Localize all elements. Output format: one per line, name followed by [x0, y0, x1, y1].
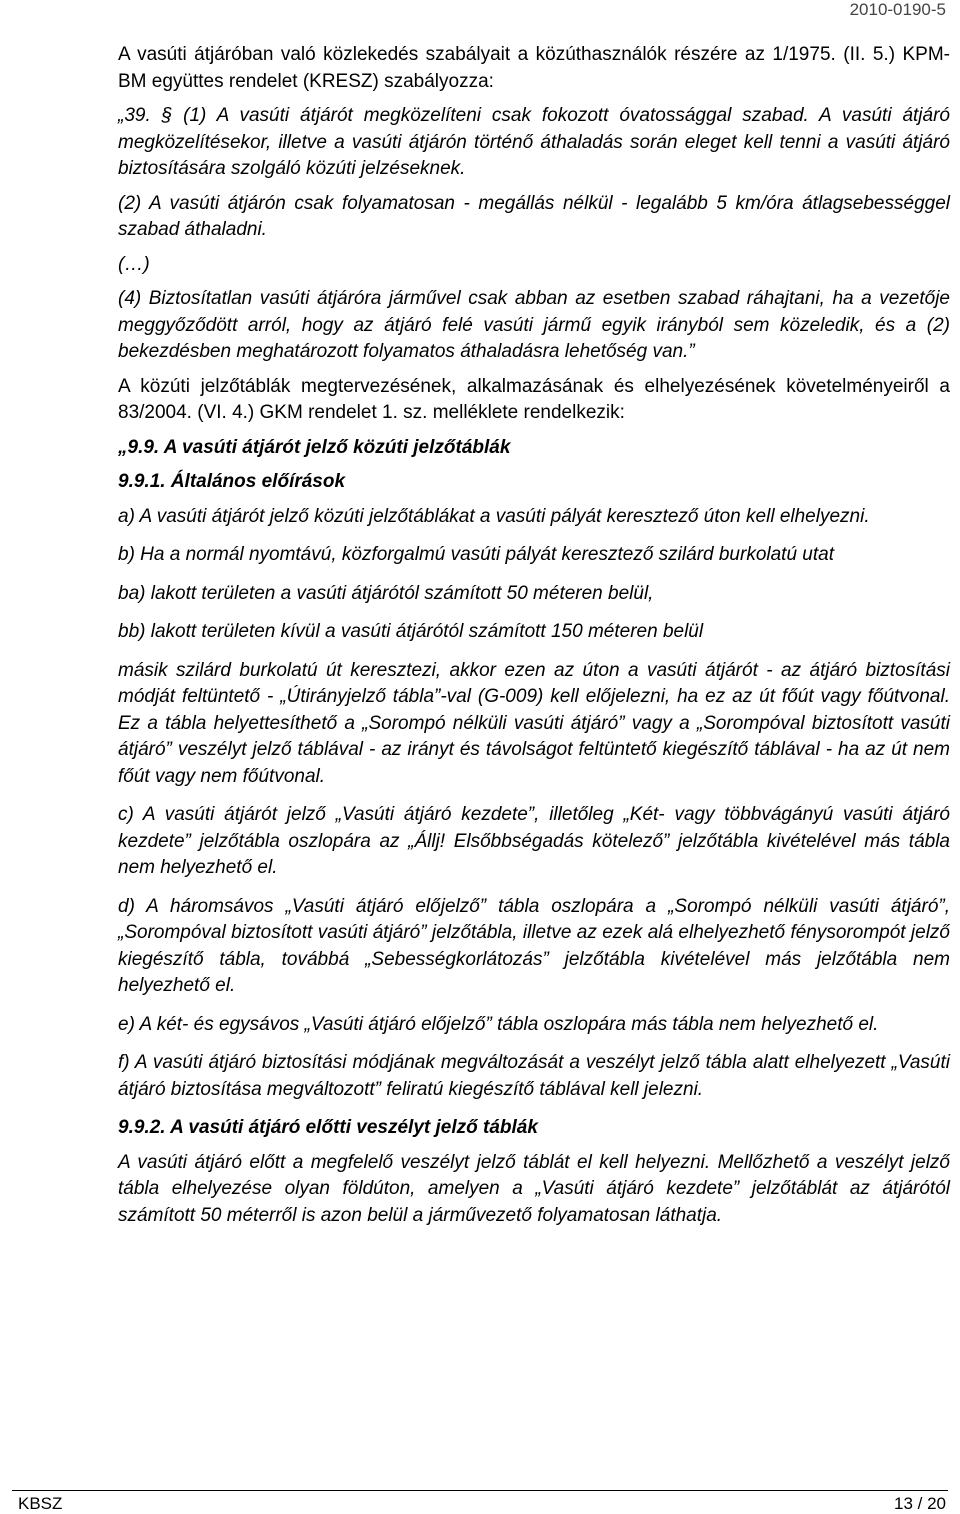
document-id: 2010-0190-5	[849, 0, 946, 19]
footer-left-label: KBSZ	[18, 1494, 63, 1513]
intro-paragraph: A vasúti átjáróban való közlekedés szabályait a közúthasználók részére az 1/1975. (II. 5.) KPM-BM együttes rendelet (KRESZ) szabályozza:	[118, 44, 950, 92]
page-number: 13 / 20	[894, 1494, 946, 1513]
document-body	[118, 42, 950, 1241]
kresz-paragraph-4: (4) Biztosítatlan vasúti átjáróra járművel csak abban az esetben szabad ráhajtani, ha a vezetője meggyőződött arról, hogy az átjáró felé vasúti jármű egyik irányból sem közeledik, és a (2) bekezdésben meghatározott folyamatos áthaladásra lehetőség van.”	[118, 288, 950, 362]
rule-bb: bb) lakott területen kívül a vasúti átjárótól számított 150 méteren belül	[118, 621, 704, 642]
rule-9-9-2: A vasúti átjáró előtt a megfelelő veszélyt jelző táblát el kell helyezni. Mellőzhető a veszélyt jelző tábla elhelyezése olyan földúton, amelyen a „Vasúti átjáró kezdete” jelzőtáblát az átjárótól számított 50 méterről is azon belül a járművezető folyamatosan láthatja.	[118, 1151, 950, 1226]
rule-ba: ba) lakott területen a vasúti átjárótól számított 50 méteren belül,	[118, 582, 654, 604]
rule-d: d) A háromsávos „Vasúti átjáró előjelző” tábla oszlopára a „Sorompó nélküli vasúti átjáró”, „Sorompóval biztosított vasúti átjáró” jelzőtábla, illetve az ezek alá elhelyezhető fénysorompót jelző kiegészítő tábla, továbbá „Sebességkorlátozás” jelzőtábla kivételével más jelzőtábla nem helyezhető el.	[118, 895, 950, 996]
section-heading-9-9: „9.9. A vasúti átjárót jelző közúti jelzőtáblák	[118, 436, 511, 458]
gkm-intro-paragraph: A közúti jelzőtáblák megtervezésének, alkalmazásának és elhelyezésének követelményeiről a 83/2004. (VI. 4.) GKM rendelet 1. sz. melléklete rendelkezik:	[118, 375, 950, 423]
rule-b: b) Ha a normál nyomtávú, közforgalmú vasúti pályát keresztező szilárd burkolatú utat	[118, 544, 834, 565]
footer-divider	[12, 1490, 948, 1491]
rule-f: f) A vasúti átjáró biztosítási módjának megváltozását a veszélyt jelző tábla alatt elhelyezett „Vasúti átjáró biztosítása megváltozott” feliratú kiegészítő táblával kell jelezni.	[118, 1052, 950, 1100]
rule-a: a) A vasúti átjárót jelző közúti jelzőtáblákat a vasúti pályát keresztező úton kell elhelyezni.	[118, 505, 870, 527]
rule-e: e) A két- és egysávos „Vasúti átjáró előjelző” tábla oszlopára más tábla nem helyezhető el.	[118, 1013, 879, 1035]
rule-b-continued: másik szilárd burkolatú út keresztezi, akkor ezen az úton a vasúti átjárót - az átjáró biztosítási módját feltüntető - „Útirányjelző tábla”-val (G-009) kell előjelezni, ha ez az út főút vagy főútvonal. Ez a tábla helyettesíthető a „Sorompó nélküli vasúti átjáró” vagy a „Sorompóval biztosított vasúti átjáró” veszélyt jelző táblával - az irányt és távolságot feltüntető kiegészítő táblával - ha az út nem főút vagy nem főútvonal.	[118, 659, 950, 787]
section-heading-9-9-1: 9.9.1. Általános előírások	[118, 471, 346, 492]
kresz-paragraph-1: „39. § (1) A vasúti átjárót megközelíteni csak fokozott óvatossággal szabad. A vasúti átjáró megközelítésekor, illetve a vasúti átjárón történő áthaladás során eleget kell tenni a vasúti átjáró biztosítására szolgáló közúti jelzéseknek.	[118, 105, 950, 179]
section-heading-9-9-2: 9.9.2. A vasúti átjáró előtti veszélyt jelző táblák	[118, 1117, 538, 1138]
rule-c: c) A vasúti átjárót jelző „Vasúti átjáró kezdete”, illetőleg „Két- vagy többvágányú vasúti átjáró kezdete” jelzőtábla oszlopára az „Állj! Elsőbbségadás kötelező” jelzőtábla kivételével más tábla nem helyezhető el.	[118, 804, 950, 878]
kresz-paragraph-2: (2) A vasúti átjárón csak folyamatosan - megállás nélkül - legalább 5 km/óra átlagsebességgel szabad áthaladni.	[118, 192, 950, 240]
omission-mark: (…)	[118, 253, 150, 275]
